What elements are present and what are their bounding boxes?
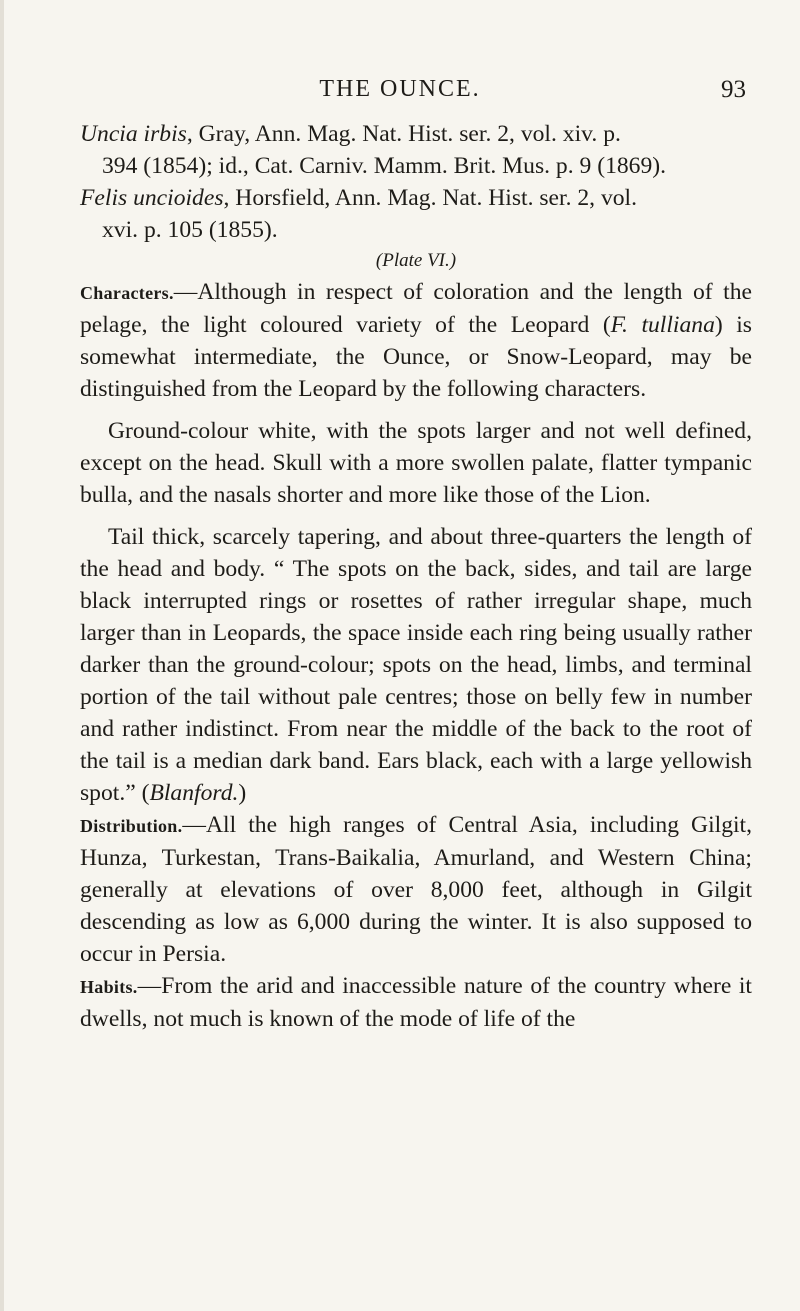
body-text [80,118,752,1035]
characters-text-1: —Although in respect of coloration and the length of the pelage, the light coloured variety of the Leopard ( [80,279,752,338]
synonym-entry [80,182,752,246]
citation-close: ) [238,780,247,806]
page-header [0,76,800,112]
page-number: 93 [721,76,746,103]
characters-text-2: ) is somewhat intermediate, the Ounce, or Snow-Leopard, may be distinguished from the Leopard by the following characters. [80,312,752,402]
synonym-authority: , Horsfield, Ann. Mag. Nat. Hist. ser. 2, vol. [223,185,638,211]
distribution-heading: Distribution. [80,816,183,836]
synonym-authority: , Gray, Ann. Mag. Nat. Hist. ser. 2, vol. xiv. p. [186,121,621,147]
synonym-continuation: 394 (1854); id., Cat. Carniv. Mamm. Brit. Mus. p. 9 (1869). [102,153,667,179]
citation: Blanford. [149,780,239,806]
habits-paragraph [80,970,752,1035]
habits-text: —From the arid and inaccessible nature of the country where it dwells, not much is known of the mode of life of the [80,973,752,1032]
tail-text: Tail thick, scarcely tapering, and about three-quarters the length of the head and body. “ The spots on the back, sides, and tail are large black interrupted rings or rosettes of rather irregular shape, much larger than in Leopards, the space inside each ring being usually rather darker than the ground-colour; spots on the head, limbs, and terminal portion of the tail without pale centres; those on belly few in number and rather indistinct. From near the middle of the back to the root of the tail is a median dark band. Ears black, each with a large yellowish spot.” ( [80,524,752,806]
habits-heading: Habits. [80,977,138,997]
synonym-continuation: xvi. p. 105 (1855). [102,217,278,243]
page-edge [0,0,4,1311]
plate-reference: (Plate VI.) [375,250,457,271]
species-name: F. tulliana [610,312,715,338]
running-head: THE OUNCE. [319,76,481,102]
distribution-text: —All the high ranges of Central Asia, including Gilgit, Hunza, Turkestan, Trans-Baikalia, Amurland, and Western China; generally at elevations of over 8,000 feet, although in Gilgit descending as low as 6,000 during the winter. It is also supposed to occur in Persia. [80,812,752,967]
tail-paragraph [80,521,752,809]
paragraph-gap [80,405,752,415]
synonym-name: Felis uncioides [80,185,224,211]
characters-heading: Characters. [80,283,174,303]
synonym-entry [80,118,752,182]
ground-colour-paragraph: Ground-colour white, with the spots larger and not well defined, except on the head. Skull with a more swollen palate, flatter tympanic bulla, and the nasals shorter and more like those of the Lion. [80,418,752,508]
characters-paragraph [80,276,752,405]
paragraph-gap [80,511,752,521]
synonym-name: Uncia irbis [80,121,187,147]
distribution-paragraph [80,809,752,970]
